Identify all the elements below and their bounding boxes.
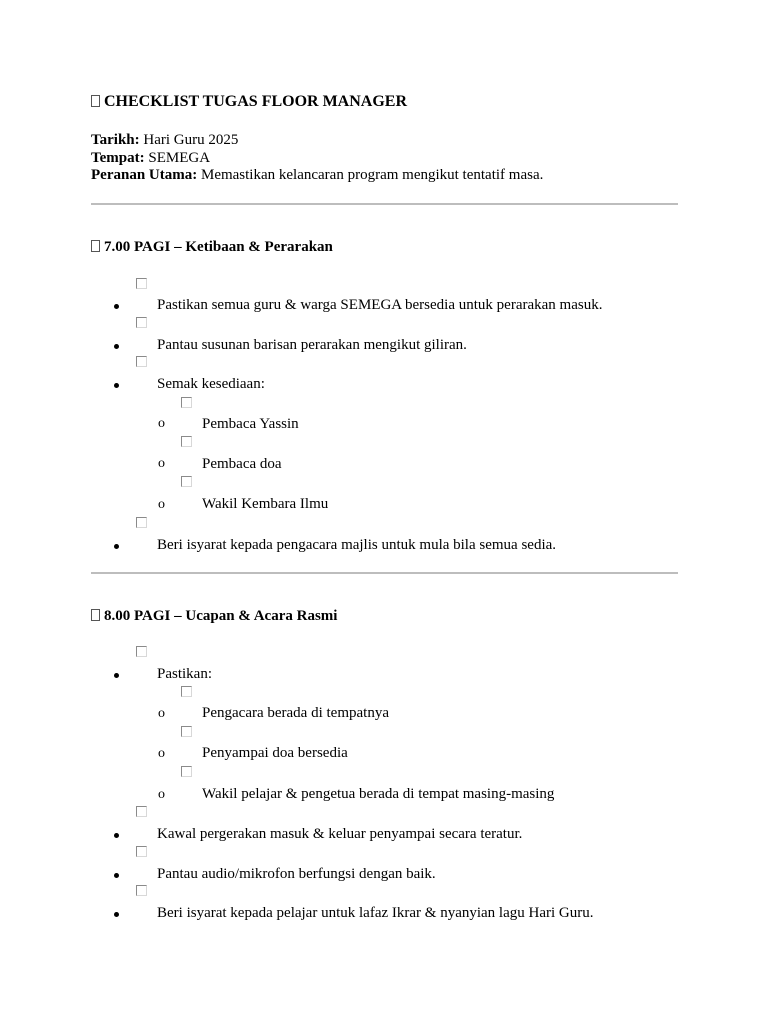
task-checkbox[interactable]: [136, 278, 147, 289]
subtask-text: Pembaca doa: [202, 456, 282, 472]
divider: [91, 572, 678, 574]
bullet-circle: o: [158, 787, 165, 802]
task-text: Pantau susunan barisan perarakan mengikut giliran.: [157, 337, 467, 353]
meta-value: Memastikan kelancaran program mengikut tentatif masa.: [200, 167, 544, 183]
task-text: Kawal pergerakan masuk & keluar penyampai secara teratur.: [157, 826, 523, 842]
bullet-disc: [114, 344, 119, 349]
task-checkbox[interactable]: [136, 806, 147, 817]
bullet-circle: o: [158, 416, 165, 431]
meta-value: Hari Guru 2025: [143, 132, 239, 148]
bullet-circle: o: [158, 746, 165, 761]
subtask-text: Pengacara berada di tempatnya: [202, 705, 389, 721]
missing-glyph-icon: [91, 240, 100, 252]
task-text: Semak kesediaan:: [157, 376, 265, 392]
subtask-checkbox[interactable]: [181, 397, 192, 408]
bullet-circle: o: [158, 456, 165, 471]
task-checkbox[interactable]: [136, 356, 147, 367]
bullet-circle: o: [158, 706, 165, 721]
bullet-disc: [114, 383, 119, 388]
bullet-disc: [114, 912, 119, 917]
task-text: Pantau audio/mikrofon berfungsi dengan baik.: [157, 866, 436, 882]
subtask-text: Wakil pelajar & pengetua berada di tempat masing-masing: [202, 786, 555, 802]
section-heading: [91, 608, 337, 625]
subtask-checkbox[interactable]: [181, 686, 192, 697]
subtask-text: Wakil Kembara Ilmu: [202, 496, 329, 512]
document-title-text: CHECKLIST TUGAS FLOOR MANAGER: [104, 93, 408, 110]
meta-role: [91, 167, 543, 184]
bullet-disc: [114, 304, 119, 309]
bullet-disc: [114, 544, 119, 549]
subtask-checkbox[interactable]: [181, 476, 192, 487]
section-heading-text: 8.00 PAGI – Ucapan & Acara Rasmi: [104, 608, 338, 624]
meta-date: [91, 132, 238, 149]
task-checkbox[interactable]: [136, 317, 147, 328]
subtask-checkbox[interactable]: [181, 436, 192, 447]
section-heading-text: 7.00 PAGI – Ketibaan & Perarakan: [104, 239, 333, 255]
bullet-circle: o: [158, 497, 165, 512]
subtask-checkbox[interactable]: [181, 726, 192, 737]
meta-label: Tarikh:: [91, 132, 140, 148]
task-checkbox[interactable]: [136, 646, 147, 657]
task-text: Pastikan semua guru & warga SEMEGA bersedia untuk perarakan masuk.: [157, 297, 603, 313]
task-checkbox[interactable]: [136, 885, 147, 896]
task-checkbox[interactable]: [136, 846, 147, 857]
task-checkbox[interactable]: [136, 517, 147, 528]
meta-value: SEMEGA: [148, 150, 211, 166]
task-text: Beri isyarat kepada pelajar untuk lafaz Ikrar & nyanyian lagu Hari Guru.: [157, 905, 594, 921]
subtask-text: Pembaca Yassin: [202, 416, 299, 432]
bullet-disc: [114, 873, 119, 878]
meta-venue: [91, 150, 210, 167]
task-text: Pastikan:: [157, 666, 212, 682]
bullet-disc: [114, 833, 119, 838]
missing-glyph-icon: [91, 95, 100, 107]
task-text: Beri isyarat kepada pengacara majlis untuk mula bila semua sedia.: [157, 537, 557, 553]
divider: [91, 203, 678, 205]
document-title: [91, 93, 407, 111]
subtask-text: Penyampai doa bersedia: [202, 745, 348, 761]
subtask-checkbox[interactable]: [181, 766, 192, 777]
bullet-disc: [114, 673, 119, 678]
meta-label: Tempat:: [91, 150, 145, 166]
meta-label: Peranan Utama:: [91, 167, 198, 183]
missing-glyph-icon: [91, 609, 100, 621]
section-heading: [91, 239, 333, 256]
